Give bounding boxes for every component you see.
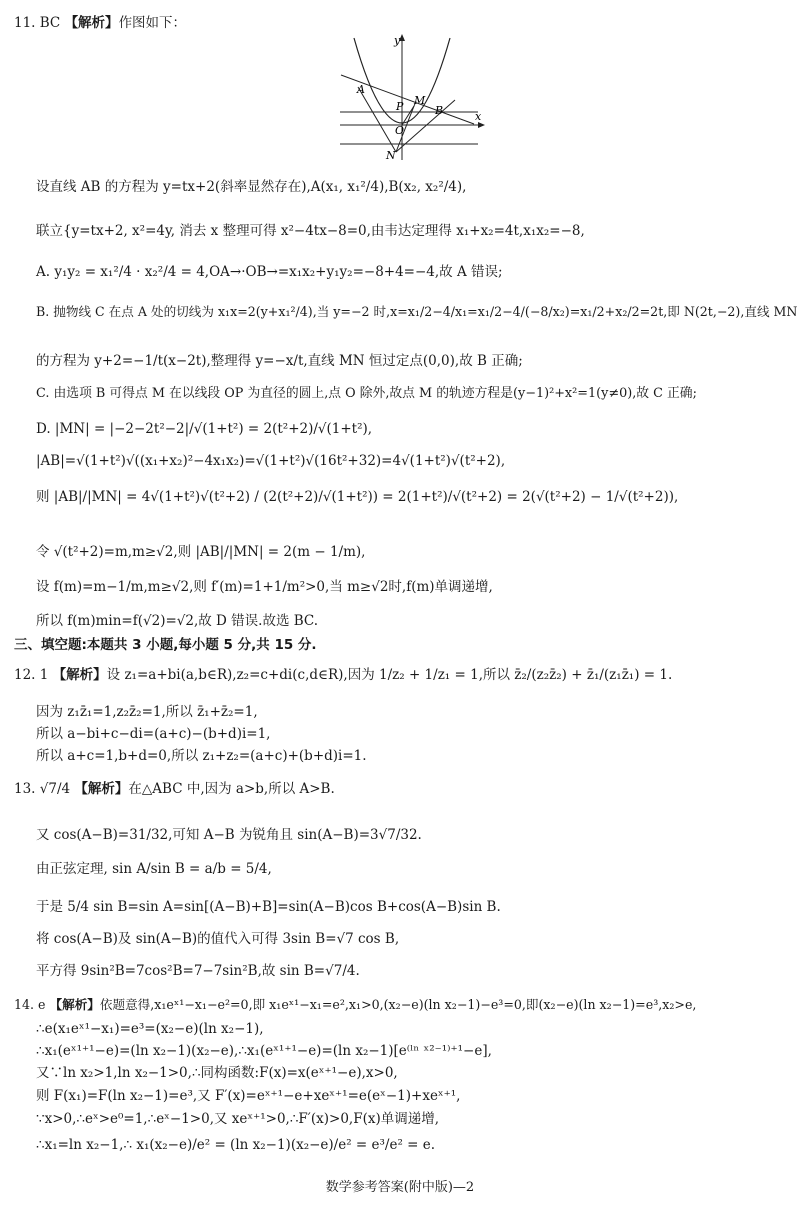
q14-answer: 14. e	[14, 997, 46, 1012]
q11-line-2: 联立{y=tx+2, x²=4y, 消去 x 整理可得 x²−4tx−8=0,由韦达定理得 x₁+x₂=4t,x₁x₂=−8,	[36, 223, 585, 239]
q13-line-4: 于是 5/4 sin B=sin A=sin[(A−B)+B]=sin(A−B)cos B+cos(A−B)sin B.	[36, 899, 501, 915]
q12-answer: 12. 1	[14, 667, 49, 683]
q13-line-6: 平方得 9sin²B=7cos²B=7−7sin²B,故 sin B=√7/4.	[36, 963, 360, 979]
q14-tag: 【解析】	[49, 997, 100, 1012]
q12-line-3: 所以 a−bi+c−di=(a+c)−(b+d)i=1,	[36, 726, 271, 742]
q14-line-2: ∴e(x₁eˣ¹−x₁)=e³=(x₂−e)(ln x₂−1),	[36, 1021, 264, 1037]
q13-line-5: 将 cos(A−B)及 sin(A−B)的值代入可得 3sin B=√7 cos B,	[36, 931, 400, 947]
q12-tag: 【解析】	[52, 667, 107, 683]
q13-tag: 【解析】	[74, 781, 129, 797]
section-3-title: 三、填空题:本题共 3 小题,每小题 5 分,共 15 分.	[14, 637, 317, 653]
q11-intro: 作图如下：	[118, 15, 187, 31]
q11-line-10: 令 √(t²+2)=m,m≥√2,则 |AB|/|MN| = 2(m − 1/m),	[36, 544, 366, 560]
label-x: x	[475, 110, 482, 123]
q11-line-5: 的方程为 y+2=−1/t(x−2t),整理得 y=−x/t,直线 MN 恒过定点(0,0),故 B 正确;	[36, 353, 523, 369]
q13-answer: 13. √7/4	[14, 781, 71, 797]
q12-line-2: 因为 z₁z̄₁=1,z₂z̄₂=1,所以 z̄₁+z̄₂=1,	[36, 704, 258, 720]
q11-line-7: D. |MN| = |−2−2t²−2|/√(1+t²) = 2(t²+2)/√(1+t²),	[36, 421, 373, 437]
q14-text-1: 依题意得,x₁eˣ¹−x₁−e²=0,即 x₁eˣ¹−x₁=e²,x₁>0,(x₂−e)(ln x₂−1)−e³=0,即(x₂−e)(ln x₂−1)=e³,x₂>e,	[99, 997, 697, 1012]
q14-line-1	[14, 996, 696, 1014]
q11-tag: 【解析】	[64, 15, 119, 31]
label-m: M	[414, 94, 426, 107]
q11-header	[14, 14, 186, 32]
label-p: P	[396, 100, 404, 113]
q12-line-4: 所以 a+c=1,b+d=0,所以 z₁+z₂=(a+c)+(b+d)i=1.	[36, 748, 367, 764]
q14-line-3: ∴x₁(eˣ¹⁺¹−e)=(ln x₂−1)(x₂−e),∴x₁(eˣ¹⁺¹−e)=(ln x₂−1)[e⁽ˡⁿ ˣ²⁻¹⁾⁺¹−e],	[36, 1043, 492, 1059]
q12-line-1	[14, 666, 672, 684]
label-o: O	[395, 124, 405, 137]
q11-line-3: A. y₁y₂ = x₁²/4 · x₂²/4 = 4,OA→·OB→=x₁x₂+y₁y₂=−8+4=−4,故 A 错误;	[36, 264, 503, 280]
q13-line-3: 由正弦定理, sin A/sin B = a/b = 5/4,	[36, 861, 272, 877]
q13-line-1	[14, 780, 335, 798]
q11-line-9: 则 |AB|/|MN| = 4√(1+t²)√(t²+2) / (2(t²+2)/√(1+t²)) = 2(1+t²)/√(t²+2) = 2(√(t²+2) − 1/√(t²+2)),	[36, 489, 679, 505]
label-y: y	[394, 34, 401, 47]
q11-line-8: |AB|=√(1+t²)√((x₁+x₂)²−4x₁x₂)=√(1+t²)√(16t²+32)=4√(1+t²)√(t²+2),	[36, 453, 506, 469]
label-b: B	[435, 104, 444, 117]
q11-answer: 11. BC	[14, 15, 61, 31]
q11-line-4: B. 抛物线 C 在点 A 处的切线为 x₁x=2(y+x₁²/4),当 y=−2 时,x=x₁/2−4/x₁=x₁/2−4/(−8/x₂)=x₁/2+x₂/2=2t,即 N(2t,−2),直线 MN	[36, 304, 798, 319]
q14-line-4: 又∵ln x₂>1,ln x₂−1>0,∴同构函数:F(x)=x(eˣ⁺¹−e),x>0,	[36, 1065, 398, 1081]
parabola-figure	[338, 32, 488, 162]
tangent-at-a	[358, 87, 396, 152]
q12-text-1: 设 z₁=a+bi(a,b∈R),z₂=c+di(c,d∈R),因为 1/z₂ + 1/z₁ = 1,所以 z̄₂/(z₂z̄₂) + z̄₁/(z₁z̄₁) = 1.	[106, 667, 673, 683]
q11-line-6: C. 由选项 B 可得点 M 在以线段 OP 为直径的圆上,点 O 除外,故点 M 的轨迹方程是(y−1)²+x²=1(y≠0),故 C 正确;	[36, 386, 697, 401]
q13-line-2: 又 cos(A−B)=31/32,可知 A−B 为锐角且 sin(A−B)=3√7/32.	[36, 827, 422, 843]
q11-line-11: 设 f(m)=m−1/m,m≥√2,则 f′(m)=1+1/m²>0,当 m≥√2时,f(m)单调递增,	[36, 579, 493, 595]
q11-line-12: 所以 f(m)min=f(√2)=√2,故 D 错误.故选 BC.	[36, 613, 319, 629]
q11-line-1: 设直线 AB 的方程为 y=tx+2(斜率显然存在),A(x₁, x₁²/4),B(x₂, x₂²/4),	[36, 179, 467, 195]
label-a: A	[357, 83, 365, 96]
page-footer: 数学参考答案(附中版)—2	[325, 1180, 475, 1195]
q14-line-7: ∴x₁=ln x₂−1,∴ x₁(x₂−e)/e² = (ln x₂−1)(x₂−e)/e² = e³/e² = e.	[36, 1137, 436, 1153]
q13-text-1: 在△ABC 中,因为 a>b,所以 A>B.	[128, 781, 335, 797]
q14-line-6: ∵x>0,∴eˣ>e⁰=1,∴eˣ−1>0,又 xeˣ⁺¹>0,∴F′(x)>0,F(x)单调递增,	[36, 1111, 440, 1127]
label-n: N	[386, 149, 396, 162]
q14-line-5: 则 F(x₁)=F(ln x₂−1)=e³,又 F′(x)=eˣ⁺¹−e+xeˣ⁺¹=e(eˣ−1)+xeˣ⁺¹,	[36, 1088, 461, 1104]
